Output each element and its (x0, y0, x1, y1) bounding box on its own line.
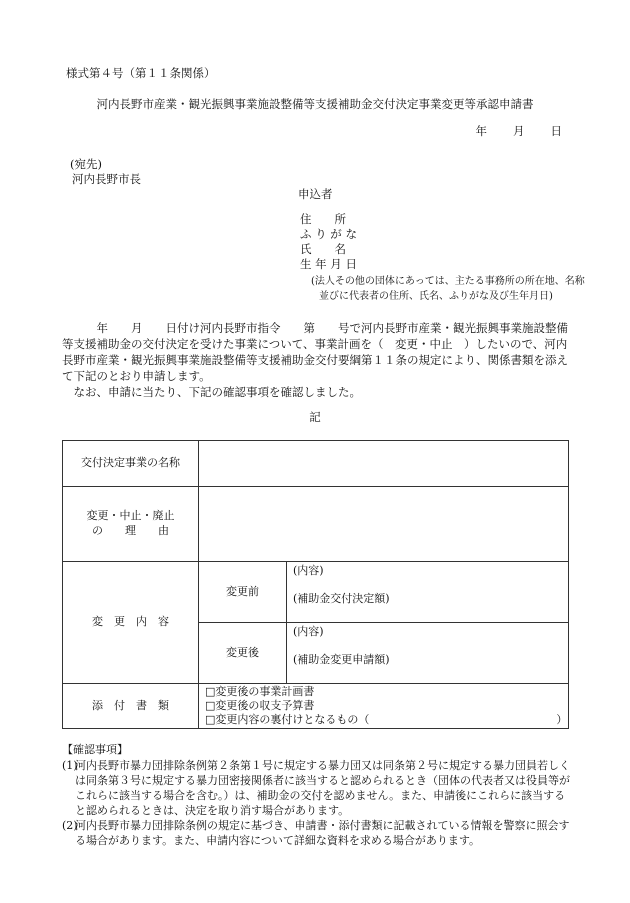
ki-heading: 記 (309, 410, 321, 424)
label-change-content: 変 更 内 容 (63, 562, 199, 684)
before-content-label: (内容) (293, 564, 324, 577)
attachment-item[interactable]: □変更後の収支予算書 (205, 699, 315, 712)
form-number: 様式第４号（第１１条関係） (66, 66, 216, 80)
addressee-label: (宛先) (70, 157, 102, 171)
body-paragraph-2: なお、申請に当たり、下記の確認事項を確認しました。 (62, 385, 361, 399)
input-after[interactable] (287, 623, 569, 684)
label-reason-line-2: の 理 由 (92, 524, 169, 537)
field-furigana: ふ り が な (300, 227, 357, 241)
field-address: 住 所 (300, 212, 346, 226)
before-amount-label: (補助金交付決定額) (293, 591, 390, 605)
applicant-fields (300, 212, 357, 272)
application-table (62, 440, 569, 729)
confirmation-section (62, 742, 572, 848)
confirmation-item-number: (2) (62, 819, 78, 832)
table-row-change-before (63, 562, 569, 623)
input-reason[interactable] (199, 487, 569, 562)
applicant-label: 申込者 (298, 187, 333, 201)
label-reason (63, 487, 199, 562)
date-year: 年 (475, 124, 487, 138)
note-line-2: 並びに代表者の住所、氏名、ふりがな及び生年月日) (319, 290, 553, 302)
label-before: 変更前 (199, 562, 287, 623)
table-row-project-name (63, 441, 569, 487)
document-title: 河内長野市産業・観光振興事業施設整備等支援補助金交付決定事業変更等承認申請書 (96, 97, 534, 111)
applicant-note (311, 275, 585, 304)
confirmation-item-number: (1) (62, 759, 78, 772)
attachment-item[interactable]: □変更後の事業計画書 (205, 685, 315, 698)
input-before[interactable] (287, 562, 569, 623)
body-text (62, 320, 570, 400)
attachments-list (199, 684, 569, 729)
field-birthdate: 生 年 月 日 (300, 257, 357, 271)
confirmation-item (62, 758, 572, 818)
attachment-item[interactable]: □変更内容の裏付けとなるもの（ ） (205, 713, 568, 726)
after-content-label: (内容) (293, 625, 324, 638)
after-amount-label: (補助金変更申請額) (293, 652, 390, 666)
body-paragraph-1: 年 月 日付け河内長野市指令 第 号で河内長野市産業・観光振興事業施設整備等支援補助金の交付決定を受けた事業について、事業計画を（ 変更・中止 ）したいので、河内長野市産業・観光振興事業施設整備等支援補助金交付要綱第１１条の規定により、関係書類を添えて下記のとおり申請します。 (62, 321, 568, 383)
table-row-reason (63, 487, 569, 562)
date-day: 日 (550, 124, 562, 138)
label-after: 変更後 (199, 623, 287, 684)
input-project-name[interactable] (199, 441, 569, 487)
confirmation-heading: 【確認事項】 (62, 743, 128, 756)
confirmation-item (62, 818, 572, 848)
confirmation-item-text: 河内長野市暴力団排除条例の規定に基づき、申請書・添付書類に記載されている情報を警察に照会する場合があります。また、申請内容について詳細な資料を求める場合があります。 (75, 819, 570, 847)
label-reason-line-1: 変更・中止・廃止 (86, 509, 175, 523)
field-name: 氏 名 (300, 242, 346, 256)
label-project-name: 交付決定事業の名称 (63, 441, 199, 487)
addressee-name: 河内長野市長 (72, 172, 141, 186)
date-line (476, 124, 563, 140)
note-line-1: (法人その他の団体にあっては、主たる事務所の所在地、名称 (311, 276, 585, 287)
table-row-attachments (63, 684, 569, 729)
label-attachments: 添 付 書 類 (63, 684, 199, 729)
confirmation-item-text: 河内長野市暴力団排除条例第２条第１号に規定する暴力団又は同条第２号に規定する暴力団員若しくは同条第３号に規定する暴力団密接関係者に該当すると認められるとき（団体の代表者又は役員等がこれらに該当する場合を含む。）は、補助金の交付を認めません。また、申請後にこれらに該当すると認められるときは、決定を取り消す場合があります。 (75, 759, 570, 817)
date-month: 月 (513, 124, 525, 138)
